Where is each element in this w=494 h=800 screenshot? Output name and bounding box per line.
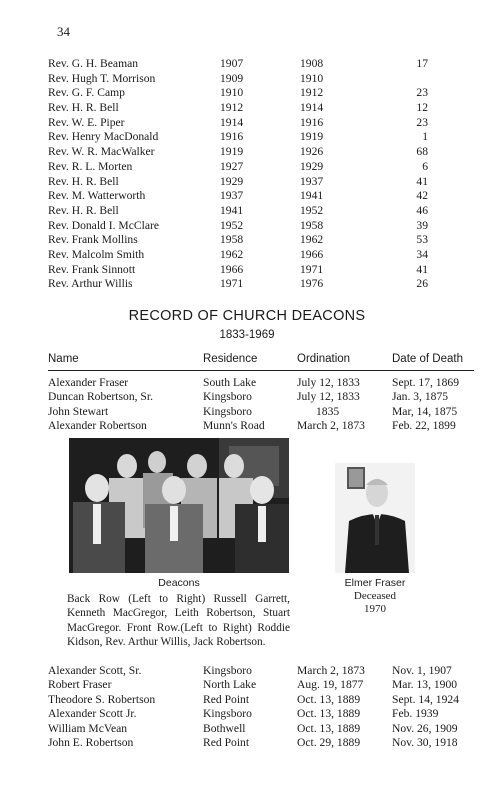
deacon-death: Jan. 3, 1875: [392, 390, 449, 404]
page-number: 34: [57, 24, 70, 39]
minister-to: 1941: [300, 189, 324, 203]
minister-from: 1914: [220, 115, 244, 129]
deacon-residence: Kingsboro: [203, 707, 252, 721]
minister-years: 23: [416, 115, 428, 129]
deacon-ordination: March 2, 1873: [297, 664, 365, 677]
deacon-ordination: Oct. 29, 1889: [297, 735, 361, 749]
minister-to: 1962: [300, 233, 324, 247]
deacon-death: Sept. 14, 1924: [392, 692, 459, 706]
minister-from: 1937: [220, 189, 244, 203]
minister-name: Rev. H. R. Bell: [48, 203, 119, 217]
minister-years: 53: [416, 233, 428, 247]
minister-years: 23: [416, 86, 428, 100]
minister-to: 1958: [300, 218, 324, 232]
minister-years: 34: [416, 247, 428, 261]
minister-from: 1929: [220, 174, 244, 188]
minister-name: Rev. W. E. Piper: [48, 115, 125, 129]
group-caption-text: Back Row (Left to Right) Russell Garrett, Kenneth MacGregor, Leith Robertson, Stuart MacGregor. Front Row.(Left to Right) Roddie Kidson, Rev. Arthur Willis, Jack Robertson.: [67, 593, 290, 648]
deacon-ordination: Aug. 19, 1877: [297, 678, 364, 692]
table-row: [48, 204, 448, 219]
deacon-ordination: July 12, 1833: [297, 376, 360, 389]
minister-from: 1971: [220, 277, 244, 291]
table-row: [48, 160, 448, 175]
minister-to: 1971: [300, 262, 324, 276]
minister-from: 1916: [220, 130, 244, 144]
table-row: [48, 707, 474, 721]
elmer-caption: [320, 577, 430, 616]
minister-to: 1912: [300, 86, 324, 100]
table-row: [48, 678, 474, 692]
minister-years: 17: [416, 57, 428, 70]
minister-to: 1966: [300, 247, 324, 261]
minister-to: 1919: [300, 130, 324, 144]
minister-to: 1916: [300, 115, 324, 129]
header-death: Date of Death: [392, 353, 463, 365]
deacons-table-bottom: [48, 664, 474, 750]
table-row: [48, 130, 448, 145]
minister-name: Rev. Donald I. McClare: [48, 218, 159, 232]
minister-from: 1919: [220, 145, 244, 159]
deacons-table-header: [48, 353, 474, 371]
section-subtitle: 1833-1969: [219, 329, 275, 341]
minister-years: 42: [416, 189, 428, 203]
minister-from: 1907: [220, 57, 244, 70]
elmer-year: 1970: [364, 603, 386, 615]
minister-name: Rev. R. L. Morten: [48, 159, 133, 173]
minister-name: Rev. H. R. Bell: [48, 101, 119, 115]
minister-from: 1958: [220, 233, 244, 247]
minister-name: Rev. G. H. Beaman: [48, 57, 139, 70]
table-row: [48, 101, 448, 116]
deacon-name: Alexander Robertson: [48, 419, 147, 433]
deacon-name: William McVean: [48, 721, 128, 735]
deacon-name: John Stewart: [48, 404, 109, 418]
elmer-status: Deceased: [353, 590, 397, 602]
minister-to: 1937: [300, 174, 324, 188]
minister-to: 1926: [300, 145, 324, 159]
minister-name: Rev. Arthur Willis: [48, 277, 133, 291]
deacon-ordination: 1835: [316, 404, 340, 418]
deacon-residence: Munn's Road: [203, 419, 265, 433]
deacon-ordination: Oct. 13, 1889: [297, 721, 361, 735]
deacon-death: Nov. 26, 1909: [392, 721, 458, 735]
minister-from: 1910: [220, 86, 244, 100]
table-row: [48, 86, 448, 101]
minister-name: Rev. Frank Sinnott: [48, 262, 136, 276]
minister-years: 12: [416, 101, 428, 115]
minister-years: 26: [416, 277, 428, 291]
minister-from: 1966: [220, 262, 244, 276]
deacon-name: Alexander Scott Jr.: [48, 707, 137, 721]
deacon-name: Theodore S. Robertson: [48, 692, 156, 706]
table-row: [48, 219, 448, 234]
table-row: [48, 233, 448, 248]
minister-name: Rev. H. R. Bell: [48, 174, 119, 188]
table-row: [48, 736, 474, 750]
minister-name: Rev. M. Watterworth: [48, 189, 146, 203]
deacon-name: John E. Robertson: [48, 735, 134, 749]
minister-name: Rev. W. R. MacWalker: [48, 145, 155, 159]
deacon-residence: Kingsboro: [203, 664, 252, 677]
table-row: [48, 145, 448, 160]
deacon-death: Sept. 17, 1869: [392, 376, 459, 389]
deacon-death: Feb. 1939: [392, 707, 439, 721]
minister-years: 6: [422, 159, 428, 173]
deacon-residence: Bothwell: [203, 721, 246, 735]
deacons-table-top: [48, 376, 474, 434]
minister-to: 1908: [300, 57, 324, 70]
table-row: [48, 57, 448, 72]
header-residence: Residence: [203, 353, 258, 365]
table-row: [48, 263, 448, 278]
deacon-death: Mar. 13, 1900: [392, 678, 458, 692]
deacon-residence: Kingsboro: [203, 404, 252, 418]
minister-from: 1941: [220, 203, 244, 217]
minister-to: 1914: [300, 101, 324, 115]
table-row: [48, 248, 448, 263]
minister-years: 41: [416, 174, 428, 188]
table-row: [48, 189, 448, 204]
minister-from: 1927: [220, 159, 244, 173]
minister-to: 1910: [300, 71, 324, 85]
minister-name: Rev. Frank Mollins: [48, 233, 138, 247]
table-row: [48, 693, 474, 707]
deacon-death: Nov. 1, 1907: [392, 664, 452, 677]
minister-to: 1929: [300, 159, 324, 173]
header-ordination: Ordination: [297, 353, 351, 365]
minister-to: 1952: [300, 203, 324, 217]
deacon-residence: South Lake: [203, 376, 257, 389]
table-row: [48, 722, 474, 736]
minister-years: 68: [416, 145, 428, 159]
header-divider: [48, 370, 474, 371]
group-caption-title: Deacons: [158, 577, 200, 589]
deacon-death: Mar, 14, 1875: [392, 404, 458, 418]
minister-name: Rev. G. F. Camp: [48, 86, 125, 100]
deacon-ordination: March 2, 1873: [297, 419, 365, 433]
minister-to: 1976: [300, 277, 324, 291]
section-title: RECORD OF CHURCH DEACONS: [128, 308, 366, 324]
deacon-name: Robert Fraser: [48, 678, 112, 692]
deacon-name: Duncan Robertson, Sr.: [48, 390, 153, 404]
deacons-group-photo: [69, 438, 289, 573]
minister-years: 39: [416, 218, 428, 232]
table-row: [48, 664, 474, 678]
deacon-name: Alexander Scott, Sr.: [48, 664, 142, 677]
deacon-residence: Red Point: [203, 692, 250, 706]
table-row: [48, 419, 474, 433]
table-row: [48, 277, 448, 292]
deacon-ordination: Oct. 13, 1889: [297, 692, 361, 706]
table-row: [48, 72, 448, 87]
elmer-name: Elmer Fraser: [344, 577, 406, 589]
minister-years: 1: [422, 130, 428, 144]
ministers-table: [48, 57, 448, 292]
table-row: [48, 175, 448, 190]
minister-years: 46: [416, 203, 428, 217]
header-name: Name: [48, 353, 79, 365]
elmer-fraser-photo: [335, 463, 415, 573]
minister-from: 1962: [220, 247, 244, 261]
deacon-residence: North Lake: [203, 678, 257, 692]
minister-name: Rev. Malcolm Smith: [48, 247, 145, 261]
table-row: [48, 116, 448, 131]
minister-from: 1909: [220, 71, 244, 85]
deacon-ordination: July 12, 1833: [297, 390, 360, 404]
minister-name: Rev. Henry MacDonald: [48, 130, 159, 144]
table-row: [48, 376, 474, 390]
deacon-ordination: Oct. 13, 1889: [297, 707, 361, 721]
deacon-death: Feb. 22, 1899: [392, 419, 456, 433]
minister-name: Rev. Hugh T. Morrison: [48, 71, 156, 85]
deacon-name: Alexander Fraser: [48, 376, 129, 389]
minister-from: 1912: [220, 101, 244, 115]
deacon-death: Nov. 30, 1918: [392, 735, 458, 749]
minister-years: 41: [416, 262, 428, 276]
minister-from: 1952: [220, 218, 244, 232]
deacon-residence: Kingsboro: [203, 390, 252, 404]
deacon-residence: Red Point: [203, 735, 250, 749]
table-row: [48, 405, 474, 419]
table-row: [48, 390, 474, 404]
